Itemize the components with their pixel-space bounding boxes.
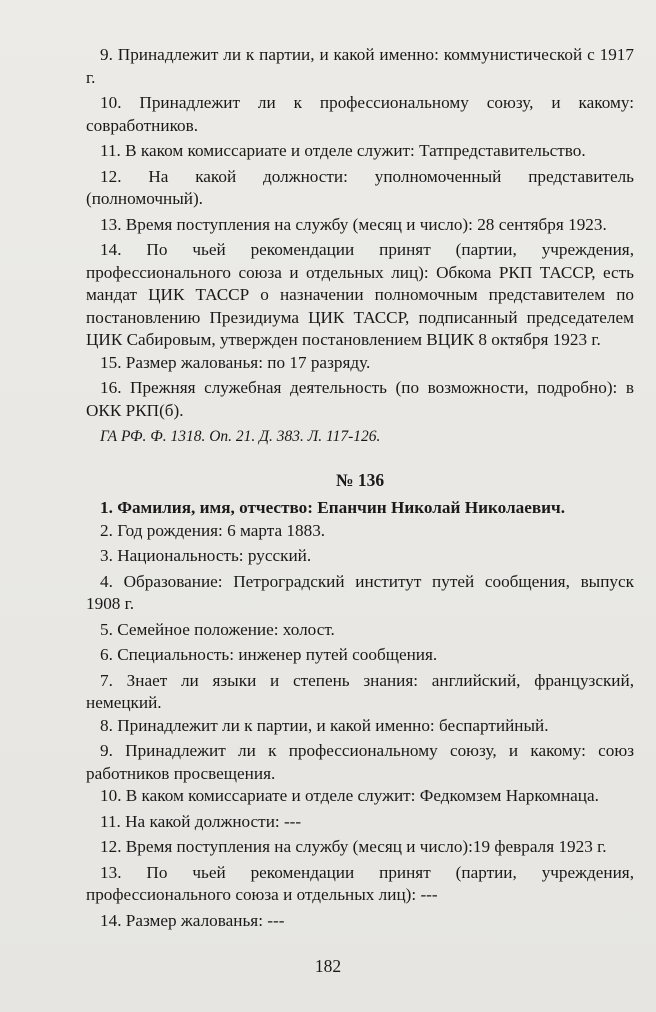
b-item-1-name: 1. Фамилия, имя, отчество: Епанчин Николай Николаевич. [100, 498, 566, 517]
b-item-7: 7. Знает ли языки и степень знания: английский, французский, немецкий. [86, 670, 634, 712]
a-item-9: 9. Принадлежит ли к партии, и какой именно: коммунистической с 1917 г. [86, 45, 634, 87]
a-item-11: 11. В каком комиссариате и отделе служит: Татпредставительство. [100, 141, 586, 160]
b-item-2: 2. Год рождения: 6 марта 1883. [100, 520, 326, 540]
b-item-11: 11. На какой должности: --- [100, 811, 302, 831]
b-item-5: 5. Семейное положение: холост. [100, 619, 335, 639]
a-item-14: 14. По чьей рекомендации принят (партии, учреждения, профессионального союза и отдельных лиц): Обкома РКП ТАССР, есть мандат ЦИК ТАССР о назначении полномочным представителем по постановлению Президиума ЦИК ТАССР, подписанный председателем ЦИК Сабировым, утвержден постановлением ВЦИК 8 октября 1923 г. [86, 240, 634, 349]
document-number-heading: № 136 [335, 469, 385, 490]
page-number: 182 [314, 956, 342, 976]
page-content [86, 44, 634, 932]
b-item-13: 13. По чьей рекомендации принят (партии, учреждения, профессионального союза и отдельных лиц): --- [86, 862, 634, 904]
b-item-4: 4. Образование: Петроградский институт путей сообщения, выпуск 1908 г. [86, 571, 634, 613]
b-item-14: 14. Размер жалованья: --- [100, 910, 285, 930]
b-item-6: 6. Специальность: инженер путей сообщения. [100, 645, 438, 664]
b-item-12: 12. Время поступления на службу (месяц и число):19 февраля 1923 г. [100, 837, 607, 856]
a-item-10: 10. Принадлежит ли к профессиональному союзу, и какому: совработников. [86, 93, 634, 135]
b-item-10: 10. В каком комиссариате и отделе служит: Федкомзем Наркомнаца. [100, 786, 599, 805]
b-item-9: 9. Принадлежит ли к профессиональному союзу, и какому: союз работников просвещения. [86, 741, 634, 783]
a-item-12: 12. На какой должности: уполномоченный представитель (полномочный). [86, 166, 634, 208]
archive-source-reference: ГА РФ. Ф. 1318. Оп. 21. Д. 383. Л. 117-126. [100, 428, 381, 445]
b-item-8: 8. Принадлежит ли к партии, и какой именно: беспартийный. [100, 715, 549, 735]
a-item-13: 13. Время поступления на службу (месяц и число): 28 сентября 1923. [100, 214, 607, 234]
a-item-15: 15. Размер жалованья: по 17 разряду. [100, 352, 371, 372]
a-item-16: 16. Прежняя служебная деятельность (по возможности, подробно): в ОКК РКП(б). [86, 378, 634, 420]
b-item-3: 3. Национальность: русский. [100, 546, 312, 565]
